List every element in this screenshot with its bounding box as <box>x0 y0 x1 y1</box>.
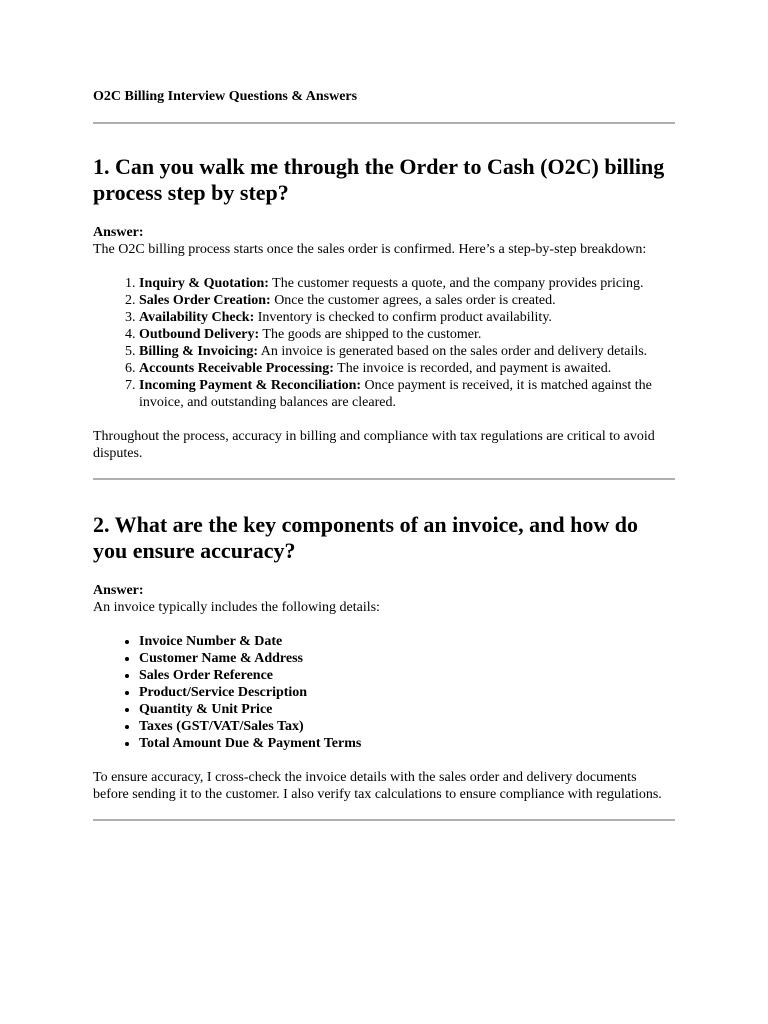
divider <box>93 478 675 480</box>
answer-intro: An invoice typically includes the following details: <box>93 600 380 615</box>
step-term: Sales Order Creation: <box>139 293 271 308</box>
list-item <box>139 309 675 326</box>
answer-intro: The O2C billing process starts once the sales order is confirmed. Here’s a step-by-step breakdown: <box>93 242 647 257</box>
list-item: • Product/Service Description <box>139 684 675 701</box>
list-item <box>139 343 675 360</box>
list-item <box>139 377 675 411</box>
answer-label: Answer: <box>93 225 144 240</box>
step-text: Inventory is checked to confirm product availability. <box>254 310 552 325</box>
answer-label: Answer: <box>93 583 144 598</box>
step-term: Inquiry & Quotation: <box>139 276 269 291</box>
process-steps-list <box>93 275 675 411</box>
list-item: • Sales Order Reference <box>139 667 675 684</box>
step-text: Once the customer agrees, a sales order is created. <box>270 293 556 308</box>
question-heading: 1. Can you walk me through the Order to Cash (O2C) billing process step by step? <box>93 154 665 205</box>
list-item <box>139 326 675 343</box>
divider <box>93 819 675 821</box>
list-item <box>139 292 675 309</box>
invoice-components-list <box>93 633 675 752</box>
step-term: Accounts Receivable Processing: <box>139 361 334 376</box>
document-title: O2C Billing Interview Questions & Answers <box>93 89 358 104</box>
section-question-1 <box>93 154 675 480</box>
step-text: Once payment is received, it is matched against the invoice, and outstanding balances are cleared. <box>139 378 652 410</box>
step-text: The invoice is recorded, and payment is awaited. <box>333 361 612 376</box>
step-term: Billing & Invoicing: <box>139 344 259 359</box>
step-text: The goods are shipped to the customer. <box>259 327 482 342</box>
step-text: The customer requests a quote, and the company provides pricing. <box>268 276 644 291</box>
step-term: Availability Check: <box>139 310 255 325</box>
list-item: • Customer Name & Address <box>139 650 675 667</box>
step-term: Incoming Payment & Reconciliation: <box>139 378 362 393</box>
list-item: • Taxes (GST/VAT/Sales Tax) <box>139 718 675 735</box>
list-item: • Total Amount Due & Payment Terms <box>139 735 675 752</box>
list-item <box>139 360 675 377</box>
step-text: An invoice is generated based on the sales order and delivery details. <box>258 344 648 359</box>
step-term: Outbound Delivery: <box>139 327 260 342</box>
list-item: • Quantity & Unit Price <box>139 701 675 718</box>
divider <box>93 122 675 124</box>
answer-closing: To ensure accuracy, I cross-check the invoice details with the sales order and delivery documents before sending it to the customer. I also verify tax calculations to ensure compliance with regulations. <box>93 770 662 802</box>
list-item <box>139 275 675 292</box>
question-heading: 2. What are the key components of an invoice, and how do you ensure accuracy? <box>93 512 638 563</box>
answer-closing: Throughout the process, accuracy in billing and compliance with tax regulations are critical to avoid disputes. <box>93 429 655 461</box>
section-question-2 <box>93 512 675 821</box>
list-item: • Invoice Number & Date <box>139 633 675 650</box>
